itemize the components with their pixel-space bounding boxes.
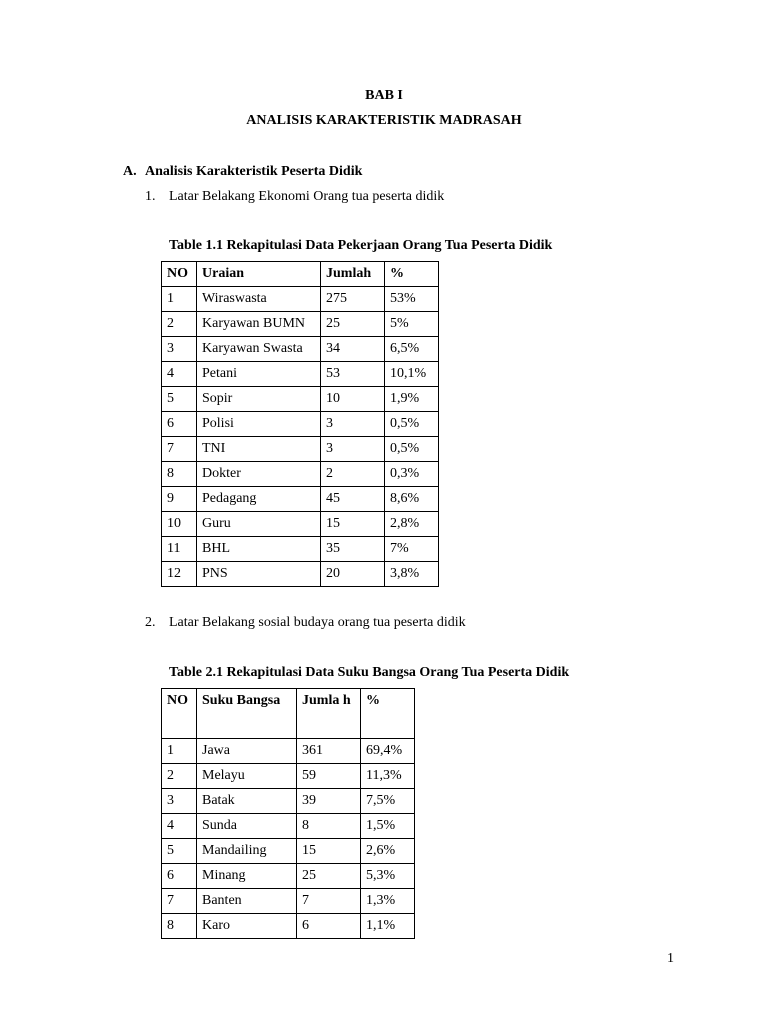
table-cell: 7% [385, 537, 439, 562]
table-cell: TNI [197, 437, 321, 462]
table-cell: Karyawan Swasta [197, 337, 321, 362]
table-row [162, 487, 439, 512]
column-header: Jumla h [297, 689, 361, 739]
table-cell: Polisi [197, 412, 321, 437]
table-cell: 3,8% [385, 562, 439, 587]
table-cell: 8 [297, 814, 361, 839]
table-cell: 8,6% [385, 487, 439, 512]
table-row [162, 412, 439, 437]
table-cell: 45 [321, 487, 385, 512]
column-header: % [385, 262, 439, 287]
table-cell: 2 [162, 764, 197, 789]
table-cell: Jawa [197, 739, 297, 764]
table-cell: 2,8% [385, 512, 439, 537]
table-cell: 25 [321, 312, 385, 337]
table-cell: 7,5% [361, 789, 415, 814]
item-1-marker: 1. [145, 189, 156, 204]
table-cell: Pedagang [197, 487, 321, 512]
table-row [162, 312, 439, 337]
table-row [162, 437, 439, 462]
table-cell: 3 [321, 437, 385, 462]
table-row [162, 537, 439, 562]
table-cell: 5 [162, 387, 197, 412]
item-2-text: Latar Belakang sosial budaya orang tua peserta didik [169, 615, 466, 630]
table-cell: 34 [321, 337, 385, 362]
table-cell: 25 [297, 864, 361, 889]
table-row [162, 889, 415, 914]
table-row [162, 387, 439, 412]
table-cell: 5 [162, 839, 197, 864]
column-header: % [361, 689, 415, 739]
table-row [162, 764, 415, 789]
table-body [162, 287, 439, 587]
table-cell: 69,4% [361, 739, 415, 764]
column-header: Jumlah [321, 262, 385, 287]
table-cell: 4 [162, 814, 197, 839]
table-row [162, 362, 439, 387]
table-cell: 15 [297, 839, 361, 864]
table-cell: 2,6% [361, 839, 415, 864]
table-cell: 6 [162, 412, 197, 437]
table-row [162, 512, 439, 537]
table-cell: 3 [162, 789, 197, 814]
table-row [162, 562, 439, 587]
table-row [162, 914, 415, 939]
table-cell: 53 [321, 362, 385, 387]
table-header-row [162, 262, 439, 287]
table-cell: 0,5% [385, 412, 439, 437]
table-cell: 361 [297, 739, 361, 764]
table-cell: 7 [162, 889, 197, 914]
table-cell: 1 [162, 287, 197, 312]
table-row [162, 337, 439, 362]
table-cell: 9 [162, 487, 197, 512]
column-header: NO [162, 262, 197, 287]
table-cell: 8 [162, 914, 197, 939]
table-cell: Guru [197, 512, 321, 537]
table-cell: 39 [297, 789, 361, 814]
item-1-text: Latar Belakang Ekonomi Orang tua peserta didik [169, 189, 445, 204]
table-row [162, 287, 439, 312]
table-cell: BHL [197, 537, 321, 562]
table-row [162, 462, 439, 487]
table-cell: 20 [321, 562, 385, 587]
table-cell: 10,1% [385, 362, 439, 387]
table-cell: 59 [297, 764, 361, 789]
table-pekerjaan [161, 261, 439, 587]
table-row [162, 864, 415, 889]
table-cell: 15 [321, 512, 385, 537]
table-cell: 10 [321, 387, 385, 412]
table-cell: Petani [197, 362, 321, 387]
table-cell: 1,1% [361, 914, 415, 939]
table-cell: Banten [197, 889, 297, 914]
table-cell: 3 [162, 337, 197, 362]
table-cell: 1,3% [361, 889, 415, 914]
column-header: Suku Bangsa [197, 689, 297, 739]
table-cell: 0,5% [385, 437, 439, 462]
table-cell: 8 [162, 462, 197, 487]
table-cell: 7 [297, 889, 361, 914]
table-cell: 11 [162, 537, 197, 562]
section-a-marker: A. [123, 164, 137, 179]
table-cell: 11,3% [361, 764, 415, 789]
page-number: 1 [667, 951, 674, 966]
table-row [162, 839, 415, 864]
table-cell: 2 [162, 312, 197, 337]
table-cell: 12 [162, 562, 197, 587]
table-2-caption: Table 2.1 Rekapitulasi Data Suku Bangsa Orang Tua Peserta Didik [169, 665, 570, 680]
table-cell: 53% [385, 287, 439, 312]
table-header-row [162, 689, 415, 739]
table-row [162, 814, 415, 839]
chapter-label: BAB I [365, 88, 403, 103]
table-cell: 1,9% [385, 387, 439, 412]
table-cell: Karyawan BUMN [197, 312, 321, 337]
table-cell: 5,3% [361, 864, 415, 889]
table-cell: 275 [321, 287, 385, 312]
section-a-heading: Analisis Karakteristik Peserta Didik [145, 164, 363, 179]
table-row [162, 789, 415, 814]
table-cell: 1,5% [361, 814, 415, 839]
table-cell: Mandailing [197, 839, 297, 864]
table-cell: PNS [197, 562, 321, 587]
table-cell: 3 [321, 412, 385, 437]
table-cell: Sunda [197, 814, 297, 839]
table-cell: 35 [321, 537, 385, 562]
table-cell: Batak [197, 789, 297, 814]
table-cell: 6 [297, 914, 361, 939]
table-cell: 5% [385, 312, 439, 337]
table-cell: 6 [162, 864, 197, 889]
table-cell: Minang [197, 864, 297, 889]
table-cell: Sopir [197, 387, 321, 412]
table-cell: Karo [197, 914, 297, 939]
table-cell: 7 [162, 437, 197, 462]
table-body [162, 739, 415, 939]
table-cell: 0,3% [385, 462, 439, 487]
table-cell: 10 [162, 512, 197, 537]
table-cell: Melayu [197, 764, 297, 789]
table-cell: 2 [321, 462, 385, 487]
column-header: Uraian [197, 262, 321, 287]
table-1-caption: Table 1.1 Rekapitulasi Data Pekerjaan Orang Tua Peserta Didik [169, 238, 553, 253]
table-cell: 4 [162, 362, 197, 387]
table-cell: Wiraswasta [197, 287, 321, 312]
table-row [162, 739, 415, 764]
column-header: NO [162, 689, 197, 739]
page-title: ANALISIS KARAKTERISTIK MADRASAH [246, 113, 522, 128]
table-cell: 1 [162, 739, 197, 764]
table-cell: Dokter [197, 462, 321, 487]
table-cell: 6,5% [385, 337, 439, 362]
table-suku-bangsa [161, 688, 415, 939]
item-2-marker: 2. [145, 615, 156, 630]
